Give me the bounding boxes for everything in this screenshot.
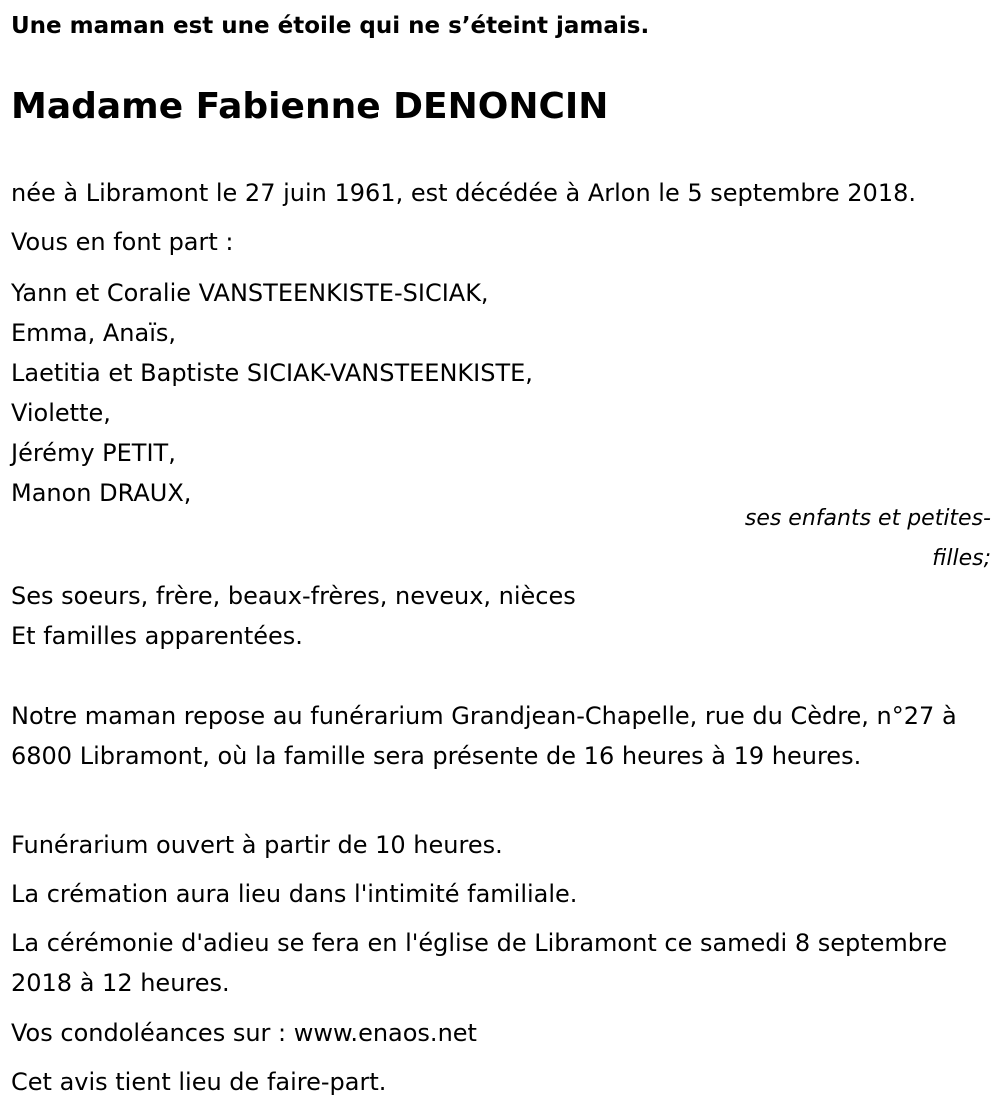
condolences-line: Vos condoléances sur : www.enaos.net [11,1019,477,1047]
extended-family-line: Et familles apparentées. [11,622,303,650]
memorial-quote: Une maman est une étoile qui ne s’éteint jamais. [11,13,650,39]
relation-label: ses enfants et petites-filles; [744,506,991,571]
family-member: Laetitia et Baptiste SICIAK-VANSTEENKISTE, [11,359,533,387]
family-member: Manon DRAUX, [11,479,192,507]
extended-family-line: Ses soeurs, frère, beaux-frères, neveux, nièces [11,582,576,610]
birth-death-line: née à Libramont le 27 juin 1961, est décédée à Arlon le 5 septembre 2018. [11,179,916,207]
extended-family [11,576,576,656]
repose-paragraph: Notre maman repose au funérarium Grandjean-Chapelle, rue du Cèdre, n°27 à 6800 Libramont, où la famille sera présente de 16 heures à 19 heures. [11,702,957,770]
opening-hours: Funérarium ouvert à partir de 10 heures. [11,831,503,859]
family-member: Jérémy PETIT, [11,439,176,467]
announcement-line: Vous en font part : [11,228,234,256]
ceremony-paragraph: La cérémonie d'adieu se fera en l'église de Libramont ce samedi 8 septembre 2018 à 12 heures. [11,929,948,997]
cremation-info: La crémation aura lieu dans l'intimité familiale. [11,880,578,908]
family-member: Yann et Coralie VANSTEENKISTE-SICIAK, [11,279,489,307]
family-list [11,273,533,513]
deceased-name: Madame Fabienne DENONCIN [11,86,609,127]
family-member: Emma, Anaïs, [11,319,177,347]
family-member: Violette, [11,399,111,427]
faire-part-line: Cet avis tient lieu de faire-part. [11,1068,387,1096]
